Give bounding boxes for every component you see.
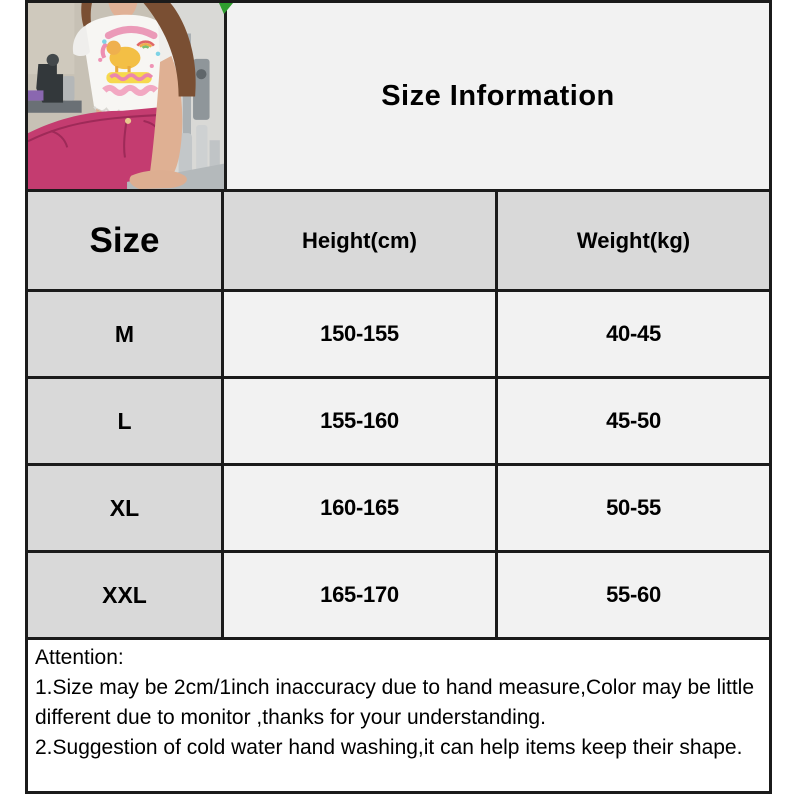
attention-title: Attention: (35, 646, 124, 669)
weight-cell: 45-50 (498, 379, 769, 463)
size-information-header (227, 3, 769, 189)
height-cell: 155-160 (224, 379, 498, 463)
attention-section (28, 640, 769, 791)
weight-cell: 40-45 (498, 292, 769, 376)
table-row (28, 553, 769, 640)
size-chart-sheet (25, 0, 772, 794)
table-header-row (28, 192, 769, 292)
product-photo (28, 3, 227, 189)
size-cell: XL (28, 466, 224, 550)
column-header-weight: Weight(kg) (498, 192, 769, 289)
size-cell: M (28, 292, 224, 376)
table-row (28, 292, 769, 379)
attention-note: 1.Size may be 2cm/1inch inaccuracy due to hand measure,Color may be little different due to monitor ,thanks for your understanding. (35, 676, 755, 729)
table-row (28, 379, 769, 466)
height-cell: 160-165 (224, 466, 498, 550)
height-cell: 150-155 (224, 292, 498, 376)
top-section (28, 3, 769, 192)
column-header-size: Size (28, 192, 224, 289)
page-title: Size Information (381, 79, 615, 112)
height-cell: 165-170 (224, 553, 498, 637)
weight-cell: 55-60 (498, 553, 769, 637)
attention-note: 2.Suggestion of cold water hand washing,it can help items keep their shape. (35, 736, 743, 759)
table-row (28, 466, 769, 553)
product-photo-illustration (28, 3, 224, 189)
size-cell: L (28, 379, 224, 463)
size-cell: XXL (28, 553, 224, 637)
weight-cell: 50-55 (498, 466, 769, 550)
column-header-height: Height(cm) (224, 192, 498, 289)
